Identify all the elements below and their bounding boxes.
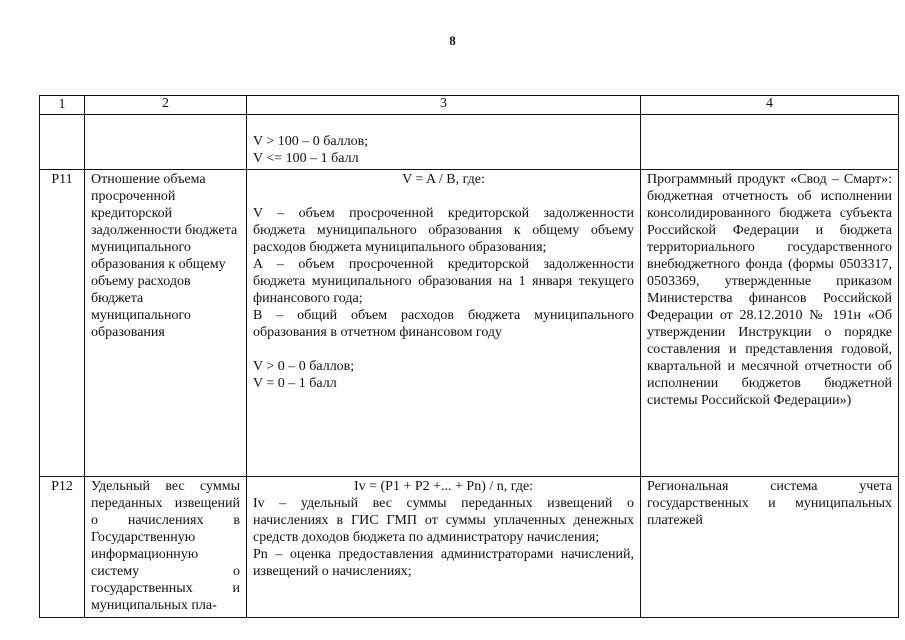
cell-source [641,170,899,477]
cell-method [247,115,641,170]
definition: Pn – оценка предоставления администраторами начислений, извещений о начислениях; [253,547,634,579]
cell-method [247,170,641,477]
table-header-row [40,96,899,115]
score-line: V = 0 – 1 балл [253,376,337,391]
cell-name [85,477,247,618]
table-row-p12 [40,477,899,618]
indicator-table [39,95,899,618]
data-source: Программный продукт «Свод – Смарт»: бюджетная отчетность об исполнении консолидированного бюджета субъекта Российской Федерации и бюджета территориального государственного внебюджетного фонда (формы 0503317, 0503369, утвержденные приказом Министерства финансов Российской Федерации от 28.12.2010 № 191н «Об утверждении Инструкции о порядке составления и представления годовой, квартальной и месячной отчетности об исполнении бюджетов бюджетной системы Российской Федерации») [647,172,892,408]
definition: V – объем просроченной кредиторской задолженности бюджета муниципального образования к общему объему расходов бюджета муниципального образования; [253,206,634,255]
indicator-name: Удельный вес суммы переданных извещений о начислениях в Государственную информационную систему о государственных и муниципальных пла- [91,479,240,613]
header-col-4: 4 [641,96,899,115]
cell-code [40,115,85,170]
formula: Iv = (P1 + P2 +... + Pn) / n, где: [353,479,534,494]
page-number: 8 [449,33,456,48]
cell-name [85,170,247,477]
table-row-continuation [40,115,899,170]
cell-source [641,115,899,170]
definition: Iv – удельный вес суммы переданных извещений о начислениях в ГИС ГМП от суммы уплаченных денежных средств доходов бюджета по администратору начисления; [253,496,634,545]
table-row-p11 [40,170,899,477]
cell-code: P11 [40,170,85,477]
header-col-2: 2 [85,96,247,115]
definition: B – общий объем расходов бюджета муниципального образования в отчетном финансовом году [253,308,634,340]
data-source: Региональная система учета государственных и муниципальных платежей [647,479,892,528]
score-line: V > 100 – 0 баллов; [253,134,369,149]
formula: V = A / B, где: [402,172,485,187]
header-col-3: 3 [247,96,641,115]
cell-code: P12 [40,477,85,618]
cell-method [247,477,641,618]
header-col-1: 1 [40,96,85,115]
score-line: V > 0 – 0 баллов; [253,359,355,374]
cell-source [641,477,899,618]
indicator-name: Отношение объема просроченной кредиторской задолженности бюджета муниципального образования к общему объему расходов бюджета муниципального образования [91,172,238,340]
score-line: V <= 100 – 1 балл [253,151,359,166]
definition: A – объем просроченной кредиторской задолженности бюджета муниципального образования на 1 января текущего финансового года; [253,257,634,306]
cell-name [85,115,247,170]
